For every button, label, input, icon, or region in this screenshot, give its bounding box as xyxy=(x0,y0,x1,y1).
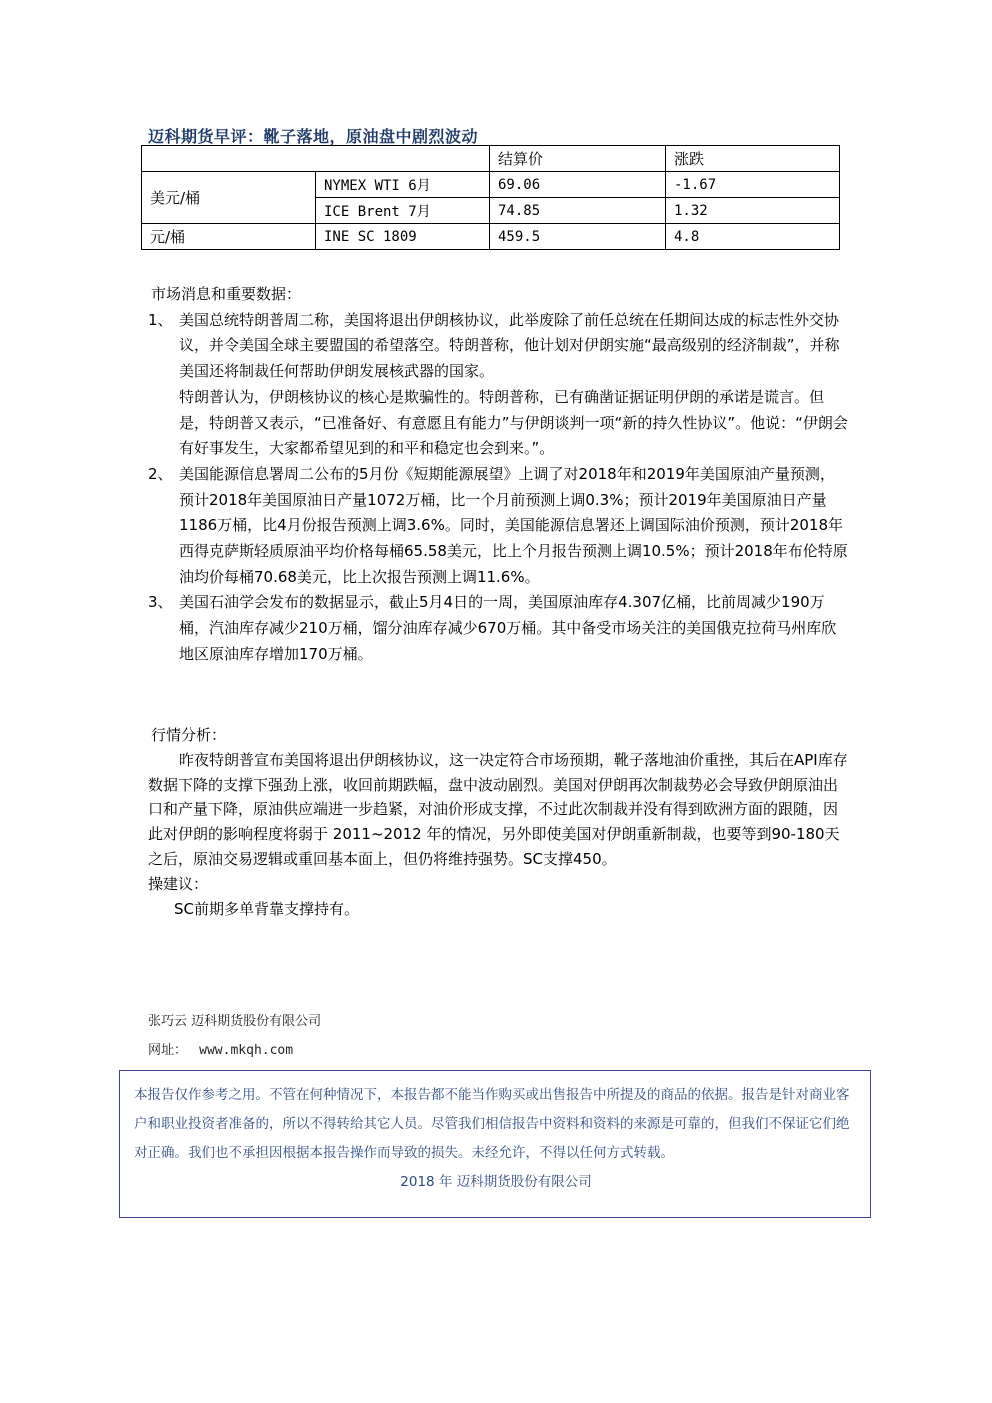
table-cell-price: 459.5 xyxy=(490,224,666,250)
copyright-line: 2018 年 迈科期货股份有限公司 xyxy=(400,1174,592,1190)
table-cell-change: 4.8 xyxy=(666,224,840,250)
news-paragraph: 特朗普认为，伊朗核协议的核心是欺骗性的。特朗普称，已有确凿证据证明伊朗的承诺是谎言。但是，特朗普又表示，“已准备好、有意愿且有能力”与伊朗谈判一项“新的持久性协议”。他说：“伊朗会有好事发生，大家都希望见到的和平和稳定也会到来。”。 xyxy=(179,387,848,458)
table-cell-unit: 美元/桶 xyxy=(142,172,316,224)
analysis-heading: 行情分析： xyxy=(151,726,227,744)
news-item-number: 3、 xyxy=(148,593,173,612)
table-header-blank xyxy=(142,146,490,172)
news-item-number: 2、 xyxy=(148,464,173,483)
news-paragraph: 美国石油学会发布的数据显示，截止5月4日的一周，美国原油库存4.307亿桶，比前周减少190万桶，汽油库存减少210万桶，馏分油库存减少670万桶。其中备受市场关注的美国俄克拉荷马州库欣地区原油库存增加170万桶。 xyxy=(179,593,837,663)
news-paragraph: 美国总统特朗普周二称，美国将退出伊朗核协议，此举废除了前任总统在任期间达成的标志性外交协议，并令美国全球主要盟国的希望落空。特朗普称，他计划对伊朗实施“最高级别的经济制裁”，并称美国还将制裁任何帮助伊朗发展核武器的国家。 xyxy=(179,310,840,381)
table-header-change: 涨跌 xyxy=(666,146,840,172)
price-table xyxy=(141,145,840,250)
news-section xyxy=(148,282,848,668)
advice-heading: 操建议： xyxy=(148,874,209,893)
news-item-number: 1、 xyxy=(148,310,173,329)
table-cell-change: -1.67 xyxy=(666,172,840,198)
table-cell-price: 74.85 xyxy=(490,198,666,224)
table-header-row xyxy=(142,146,840,172)
analysis-section xyxy=(148,723,848,921)
news-paragraph: 美国能源信息署周二公布的5月份《短期能源展望》上调了对2018年和2019年美国原油产量预测，预计2018年美国原油日产量1072万桶，比一个月前预测上调0.3%；预计2019年美国原油日产量1186万桶，比4月份报告预测上调3.6%。同时，美国能源信息署还上调国际油价预测，预计2018年西得克萨斯轻质原油平均价格每桶65.58美元，比上个月报告预测上调10.5%；预计2018年布伦特原油均价每桶70.68美元，比上次报告预测上调11.6%。 xyxy=(179,464,848,586)
table-header-price: 结算价 xyxy=(490,146,666,172)
table-cell-price: 69.06 xyxy=(490,172,666,198)
news-item-1 xyxy=(148,308,848,462)
disclaimer-box xyxy=(119,1070,871,1218)
news-item-3 xyxy=(148,590,848,667)
author-line: 张巧云 迈科期货股份有限公司 xyxy=(148,1014,322,1029)
table-cell-change: 1.32 xyxy=(666,198,840,224)
disclaimer-text: 本报告仅作参考之用。不管在何种情况下，本报告都不能当作购买或出售报告中所提及的商品的依据。报告是针对商业客户和职业投资者准备的，所以不得转给其它人员。尽管我们相信报告中资料和资料的来源是可靠的，但我们不保证它们绝对正确。我们也不承担因根据本报告操作而导致的损失。未经允许，不得以任何方式转载。 xyxy=(134,1087,850,1161)
table-row xyxy=(142,224,840,250)
table-cell-contract: INE SC 1809 xyxy=(316,224,490,250)
table-cell-contract: ICE Brent 7月 xyxy=(316,198,490,224)
website-link[interactable]: www.mkqh.com xyxy=(199,1043,294,1058)
website-label: 网址： xyxy=(148,1043,188,1058)
analysis-paragraph: 昨夜特朗普宣布美国将退出伊朗核协议，这一决定符合市场预期，靴子落地油价重挫，其后在API库存数据下降的支撑下强劲上涨，收回前期跌幅，盘中波动剧烈。美国对伊朗再次制裁势必会导致伊朗原油出口和产量下降，原油供应端进一步趋紧，对油价形成支撑，不过此次制裁并没有得到欧洲方面的跟随，因此对伊朗的影响程度将弱于 2011~2012 年的情况，另外即使美国对伊朗重新制裁，也要等到90-180天之后，原油交易逻辑或重回基本面上，但仍将维持强势。SC支撑450。 xyxy=(148,750,848,868)
website-line xyxy=(148,1039,293,1058)
news-heading: 市场消息和重要数据： xyxy=(151,285,302,303)
table-cell-unit: 元/桶 xyxy=(142,224,316,250)
report-title: 迈科期货早评：靴子落地，原油盘中剧烈波动 xyxy=(148,127,479,146)
advice-paragraph: SC前期多单背靠支撑持有。 xyxy=(174,899,359,918)
news-item-2 xyxy=(148,462,848,591)
table-row xyxy=(142,172,840,198)
table-cell-contract: NYMEX WTI 6月 xyxy=(316,172,490,198)
